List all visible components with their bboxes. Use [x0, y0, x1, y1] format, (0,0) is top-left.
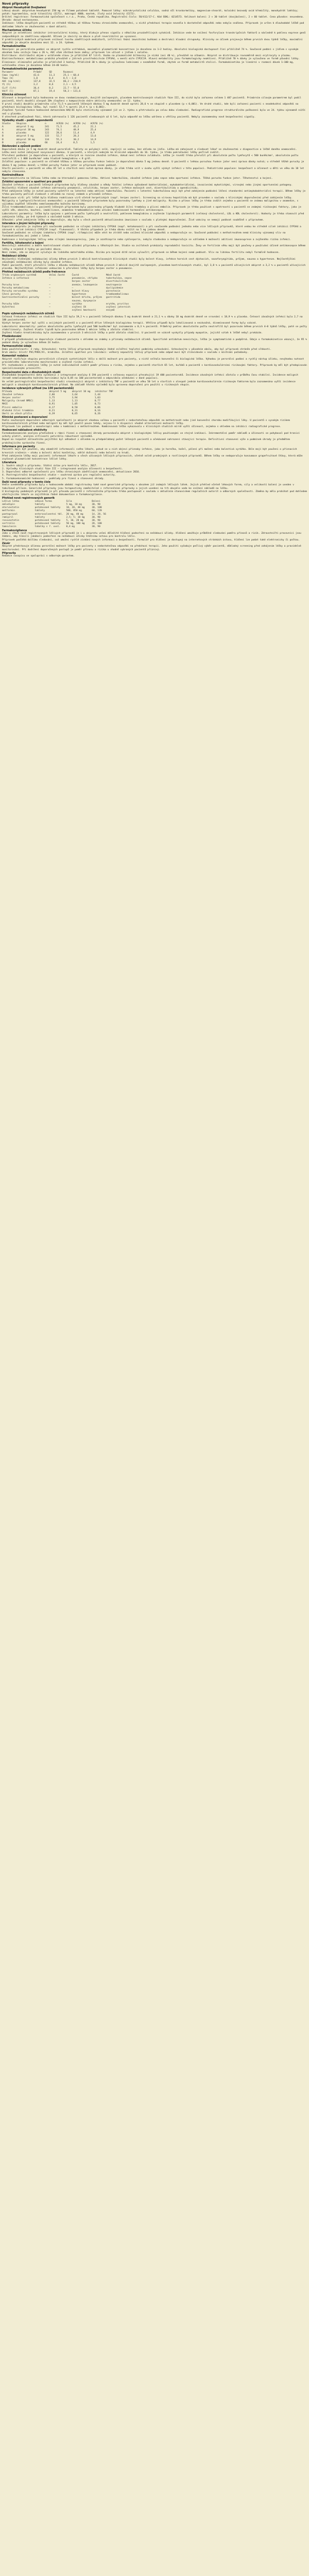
section-heading: Dávkování a způsob podání	[2, 145, 41, 148]
paragraph: Před zahájením léčby je nutné pacienty vyšetřit na latentní nebo aktivní tuberkulózu. Pacienti s latentní tuberkulózou mají být před zahájením podávání léčeni standardní antimykobakteriální terapií. Během léčby je třeba pacienty pečlivě sledovat s ohledem na rozvoj známek a příznaků infekce.	[2, 190, 307, 196]
table-row: nauzea, dyspepsie	[2, 299, 96, 302]
page-title: Nové přípravky	[2, 2, 29, 6]
table-row: Gastrointestinální poruchy – bolest břicha, průjem gastritida	[2, 296, 121, 299]
table-row: Závažné infekce 2,86 3,64 2,44	[2, 393, 100, 396]
paragraph: Před zahájením léčby mají pacienti informovat lékaře o všech užívaných léčivých přípravcích, včetně volně prodejných a rostlinných přípravků. Během léčby se nedoporučuje konzumace grapefruitové šťávy, která může zvyšovat plazmatické koncentrace léčivé látky.	[2, 454, 304, 461]
section	[2, 242, 307, 255]
section-heading: Výsledky studií – podíl respondentů	[2, 119, 53, 123]
section-heading: Hodnocení nákladové efektivity	[2, 429, 47, 432]
table-row: pantoprazol enterosolventní tbl. 20 mg, 40 mg 14, 28, 56	[2, 513, 106, 516]
paragraph: U biologicky podobných přípravků je při převodu pacientů z referenčního přípravku třeba postupovat v souladu s aktuálním stanoviskem regulačních autorit a odborných společností. Záměna by měla probíhat pod dohledem ošetřujícího lékaře se zajištěním řádné dokumentace a farmakovigilance.	[2, 490, 308, 497]
table-row: Poruchy metabolismu – – dyslipidemie	[2, 286, 124, 290]
paragraph: Farmakoekonomická analýza předložená v rámci řízení o stanovení úhrady porovnávala abiprot s biologickými léčivy používanými ve stejné indikaci. Inkrementální poměr nákladů a účinnosti se pohyboval pod hranicí ochoty platit, analýza citlivosti potvrdila robustnost výsledků.	[2, 432, 301, 438]
section	[2, 354, 307, 370]
section-heading: Interakce s jinými léčivými přípravky	[2, 222, 55, 226]
paragraph: Přerušení podávání je doporučeno u pacientů, u kterých se rozvine závažná infekce, dokud není infekce zvládnuta. Léčbu je rovněž třeba přerušit při absolutním počtu lymfocytů < 500 buněk/mm³, absolutním počtu neutrofilů < 1 000 buněk/mm³ nebo hladině hemoglobinu < 8 g/dl.	[2, 155, 300, 161]
paragraph: Při rozhodování o zahájení léčby je nutné individuálně zvážit poměr přínosu a rizika, zejména u pacientů starších 65 let, kuřáků a pacientů s kardiovaskulárními rizikovými faktory. Přípravek by měl být předepisován specializovanými pracovišti.	[2, 364, 308, 370]
paragraph: Účinnost a bezpečnost byla hodnocena ve dvou randomizovaných, dvojitě zaslepených, placebem kontrolovaných studiích fáze III, do nichž bylo zařazeno celkem 1 487 pacientů. Primárním cílovým parametrem byl podíl pacientů, kteří dosáhli alespoň 20% zlepšení v kompozitním skóre aktivity onemocnění ve 12. týdnu.	[2, 96, 303, 103]
paragraph: Dlouhodobá bezpečnostní data vycházejí z integrované analýzy 6 194 pacientů s celkovou expozicí přesahující 19 400 pacientoroků. Incidence závažných infekcí zůstala v průběhu času stabilní. Incidence malignit (kromě nemelanomového kožního karcinomu) byla 0,85 na 100 pacientoroků a odpovídala očekávání v dané populaci.	[2, 374, 300, 380]
paragraph: Nejčastěji hlášenými nežádoucími účinky během prvních 3 měsíců kontrolovaných klinických studií byly bolest hlavy, infekce horních cest dýchacích, nazofaryngitida, průjem, nauzea a hypertenze. Nejčastějšími závažnými nežádoucími účinky byly závažné infekce.	[2, 258, 297, 264]
paragraph: Doba použitelnosti: 3 roky. Uchovávání: tento léčivý přípravek nevyžaduje žádné zvláštní teplotní podmínky uchovávání. Uchovávejte v původním obalu, aby byl přípravek chráněn před vlhkostí.	[2, 348, 271, 351]
paragraph: Zlepšení fyzické funkce hodnocené dotazníkem HAQ-DI bylo statisticky významné již ve 2. týdnu a přetrvávalo po celou dobu sledování. Radiografická progrese strukturálního poškození byla ve 24. týdnu významně nižší než u placeba.	[2, 109, 307, 115]
section-heading: Mechanismus účinku	[2, 28, 32, 32]
paragraph: Absorpce: po perorálním podání se abiprot rychle vstřebává, maximální plazmatické koncentrace je dosaženo za 1–2 hodiny. Absolutní biologická dostupnost činí přibližně 74 %. Současné podání s jídlem s vysokým obsahem tuku snižuje Cmax o 26 %, AUC však zůstává beze změny; přípravek lze užívat s jídlem i nalačno.	[2, 48, 300, 55]
section-heading: Farmakokinetické parametry	[2, 67, 43, 71]
table-header-row: Příhoda abiprot 5 mg abiprot 10 mg inhibitor TNF	[2, 390, 113, 393]
paragraph: Abiprot představuje účinnou perorální možnost léčby pro pacienty s nedostatečnou odpovědí na předchozí terapii. Jeho použití vyžaduje pečlivý výběr pacientů, důkladný screening před zahájením léčby a pravidelné monitorování. Při dodržení doporučených postupů je poměr přínosu a rizika u vhodně vybraných pacientů příznivý.	[2, 545, 303, 551]
section	[2, 335, 307, 345]
table-row: Hluboká žilní trombóza 0,21 0,31 0,16	[2, 409, 100, 412]
section	[2, 222, 307, 242]
section	[2, 255, 307, 270]
section	[2, 312, 307, 335]
paragraph: V otevřené prodloužené fázi, která zahrnovala 1 126 pacientů sledovaných až 6 let, byla odpověď na léčbu udržena u většiny pacientů. Nebyly zaznamenány nové bezpečnostní signály.	[2, 115, 256, 118]
paragraph: Eliminace: eliminační poločas je přibližně 3 hodiny. Přibližně 30 % dávky je vyloučeno ledvinami v nezměněné formě, zbytek ve formě metabolitů stolicí. Farmakokinetika je lineární v rozmezí dávek 1–100 mg, ustáleného stavu je dosaženo během 24–48 hodin.	[2, 61, 296, 67]
table-row: Malignity (kromě NMSC) 1,13 1,13 0,77	[2, 400, 100, 403]
paragraph: Léčbu není nutné zahajovat nasycovací dávkou. U pacientů, u kterých nedojde ke klinické odpovědi do 16. týdnu, je třeba pokračování léčby pečlivě zvážit.	[2, 151, 220, 154]
section-heading: Bezpečnostní data z dlouhodobých studií	[2, 370, 61, 374]
section	[2, 45, 307, 67]
paragraph: Výskyt herpes zoster byl vyšší u asijských pacientů a u pacientů dříve léčených biologickou terapií. Většina případů byla lokalizovaná a nezávažná, diseminované formy byly vzácné.	[2, 322, 258, 325]
section	[2, 461, 307, 481]
section-heading: Kontraindikace	[2, 174, 24, 177]
document-page	[2, 2, 307, 2576]
paragraph: Kombinace s biologickými léčivy nebo silnými imunosupresivy, jako je azathioprin nebo cyklosporin, nebyla studována a nedoporučuje se vzhledem k možnosti aditivní imunosuprese a zvýšeného rizika infekcí.	[2, 238, 291, 241]
section	[2, 119, 307, 145]
section	[2, 481, 307, 497]
section-heading: Přehled nově registrovaných generik	[2, 497, 55, 500]
paragraph: Jako u všech nově registrovaných léčivých přípravků je i u abiprotu velmi důležité hlášení podezření na nežádoucí účinky. Hlášení umožňuje průběžné sledování poměru přínosů a rizik. Zdravotničtí pracovníci jsou žádáni, aby hlásili jakákoli podezření na nežádoucí účinky Státnímu ústavu pro kontrolu léčiv.	[2, 532, 303, 538]
section-heading: Farmaceutické údaje	[2, 345, 32, 348]
paragraph: 4. Postregistrační bezpečnostní studie – souhrnná zpráva pro regulační autority.	[2, 474, 116, 477]
section	[2, 416, 307, 429]
paragraph: V případě předávkování se doporučuje sledovat pacienta s ohledem na známky a příznaky nežádoucích účinků. Specifické antidotum neexistuje, léčba je symptomatická a podpůrná. Údaje o farmakokinetice ukazují, že 95 % podané dávky je vyloučeno během 24 hodin.	[2, 338, 308, 344]
paragraph: Závažné infekce: u pacientů léčených přípravkem byly hlášeny závažné a někdy fatální infekce způsobené bakteriálními, mykobakteriálními, invazivními mykotickými, virovými nebo jinými oportunními patogeny. Nejčastěji hlášené závažné infekce zahrnovaly pneumonii, celulitidu, herpes zoster, infekce močových cest, divertikulitidu a apendicitidu.	[2, 183, 294, 190]
table-row: Vd/F (l) 87,1 19,4 58,3 – 131,6	[2, 90, 81, 93]
table-row: rosuvastatin potahované tablety 5, 10, 20 mg 30, 90	[2, 519, 100, 522]
section-heading: Fertilita, těhotenství a kojení	[2, 241, 44, 245]
paragraph: V první studii dosáhlo primárního cíle 71,5 % pacientů léčených dávkou 5 mg dvakrát denně oproti 28,6 % ve skupině s placebem (p < 0,001). Ve druhé studii, kde byli zařazeni pacienti s neadekvátní odpovědí na předchozí biologickou léčbu, byl rozdíl 52,7 % oproti 24,4 % (p < 0,001).	[2, 103, 300, 109]
section	[2, 270, 307, 312]
paragraph: Lékový obsah: abiprotum hexahydrát 250 mg ve filmem potažené tabletě. Pomocné látky: mikrokrystalická celulóza, sodná sůl kroskarmelózy, magnesium-stearát, koloidní bezvodý oxid křemičitý, monohydrát laktózy; potah: hypromelóza, oxid titaničitý (E171), makrogol 4000, mastek, žlutý oxid železitý (E172).	[2, 9, 300, 15]
table-row: B abiprot 5 mg 133 52,7 28,3 13,6	[2, 135, 96, 138]
table-row: tamsulosin tobolky s ř. uvol. 0,4 mg 30, 90	[2, 526, 100, 529]
section	[2, 174, 307, 180]
section	[2, 445, 307, 461]
table-row: atorvastatin potahované tablety 10, 20, 40 mg 30, 100	[2, 506, 102, 510]
section-heading: Přehled nežádoucích účinků podle frekvence	[2, 270, 66, 274]
paragraph: Přípravek podléhá dalšímu sledování, což umožní rychlé získání nových informací o bezpečnosti. Formulář pro hlášení je dostupný na internetových stránkách ústavu, hlášení lze podat také elektronicky či poštou.	[2, 538, 300, 541]
section-heading: Farmakokinetika	[2, 45, 26, 48]
table-row: A abiprot 5 mg 241 71,5 45,2 22,1	[2, 125, 96, 128]
section	[2, 29, 307, 45]
section-heading: Incidence vybraných příhod (na 100 pacientoroků)	[2, 387, 74, 390]
table-header-row: Léčivá látka Léková forma Síla Balení	[2, 500, 100, 503]
table-row: Tmax (h) 1,0 0,4 0,5 – 2,0	[2, 77, 76, 80]
table-row: A abiprot 10 mg 243 74,1 48,9 25,4	[2, 129, 96, 132]
paragraph: Zvláštní populace: u pacientů se středně těžkou a těžkou poruchou funkce ledvin je doporučená dávka 5 mg jednou denně. U pacientů s lehkou poruchou funkce jater není úprava dávky nutná; u středně těžké poruchy je dávka 5 mg jednou denně; u těžké poruchy funkce jater se přípravek nesmí podávat.	[2, 161, 306, 167]
table-row: Poruchy nervového systému – bolest hlavy parestezie	[2, 290, 121, 293]
table-row: t½ (h) 3,2 0,6 2,1 – 4,5	[2, 83, 76, 87]
table-row: herpes zoster divertikulitida	[2, 280, 128, 283]
table-row: MACE 0,91 1,05 0,73	[2, 403, 100, 406]
table-row: Poruchy krve – anemie, leukopenie neutropenie	[2, 283, 122, 286]
table-row: B abiprot 10 mg 134 55,3 30,2 14,9	[2, 138, 96, 141]
paragraph: Doporučená dávka je 5 mg dvakrát denně perorálně. Tablety se polykají celé, zapíjejí se vodou, bez ohledu na jídlo. Léčbu má zahajovat a sledovat lékař se zkušenostmi v diagnostice a léčbě daného onemocnění.	[2, 148, 297, 151]
section	[2, 497, 307, 529]
table-header-row: Třída orgánových systémů Velmi časté Časté Méně časté	[2, 274, 121, 277]
table-row: ramipril tablety 2,5; 5; 10 mg 30, 90	[2, 516, 100, 519]
paragraph: Biotransformace: metabolismus probíhá převážně v játrech prostřednictvím CYP3A4, v menší míře CYP2C19. Hlavní metabolity jsou farmakologicky neaktivní. Přibližně 70 % dávky je vyloučeno ve formě původní látky.	[2, 58, 300, 61]
paragraph: Starší pacienti: u pacientů ve věku 65 let a starších není nutná úprava dávky, je však třeba vzít v úvahu vyšší výskyt infekcí v této populaci. Pediatrická populace: bezpečnost a účinnost u dětí ve věku do 18 let nebyla stanovena.	[2, 167, 306, 174]
section	[2, 542, 307, 552]
section	[2, 145, 307, 174]
section-heading: Informace pro pacienty	[2, 445, 36, 448]
section	[2, 180, 307, 222]
paragraph: Dopad na rozpočet zdravotního pojištění byl odhadnut s ohledem na předpokládaný počet léčených pacientů a očekávané nahrazení stávající terapie. Definitivní stanovení výše a podmínek úhrady je předmětem probíhajícího správního řízení.	[2, 438, 291, 445]
table-row: B placebo 66 24,4 8,5 1,5	[2, 141, 95, 144]
paragraph: Neexistují adekvátní a dobře kontrolované studie užívání přípravku u těhotných žen. Studie na zvířatech prokázaly reprodukční toxicitu. Ženy ve fertilním věku mají být poučeny o používání účinné antikoncepce během léčby a nejméně 4 týdny po poslední dávce.	[2, 245, 307, 251]
table-row: Plicní embolie 0,17 0,50 0,06	[2, 406, 100, 409]
paragraph: Očkování: před zahájením léčby se doporučuje, aby byla u všech pacientů aktualizována imunizace v souladu s platnými doporučeními. Živé vakcíny se nemají podávat souběžně s přípravkem.	[2, 218, 264, 222]
paragraph: 3. Doporučení odborné společnosti pro léčbu chronických zánětlivých onemocnění, aktualizace 2016.	[2, 471, 141, 474]
section-heading: Literatura	[2, 461, 16, 465]
section	[2, 67, 307, 93]
paragraph: Držitel registrace: Farmaceutická společnost s.r.o., Praha, Česká republika. Registrační číslo: 58/412/17-C. Kód SÚKL: 0214573. Velikost balení: 2 × 30 tablet (dvojbalení), 2 × 60 tablet. Cena původce: neuvedena. Úhrada: dosud nestanovena.	[2, 16, 306, 22]
paragraph: Indikace: léčba dospělých pacientů se středně těžkou až těžkou formou chronického onemocnění, u nichž předchozí terapie nevedla k dostatečné odpovědi nebo nebyla snášena. Přípravek je určen k dlouhodobé léčbě pod dohledem lékaře se zkušenostmi v dané oblasti.	[2, 22, 306, 28]
table-row: amlodipin tablety 5 mg, 10 mg 30, 90	[2, 503, 100, 506]
paragraph: Přípravek lze podávat v monoterapii nebo v kombinaci s methotrexátem. Kombinovaná léčba vykazovala v klinických studiích mírně vyšší účinnost, zejména s ohledem na inhibici radiografické progrese.	[2, 426, 282, 429]
section-heading: Komentář redakce	[2, 354, 28, 358]
paragraph: Laboratorní abnormality: pokles absolutního počtu lymfocytů pod 500 buněk/mm³ byl zaznamenán u 0,3 % pacientů. Průměrný pokles absolutního počtu neutrofilů byl pozorován během prvních 4–8 týdnů léčby, poté se počty stabilizovaly. Zvýšení hladin lipidů bylo pozorováno během 1 měsíce léčby a zůstalo stabilní.	[2, 325, 308, 331]
paragraph: Hypersenzitivita na léčivou látku nebo na kteroukoli pomocnou látku. Aktivní tuberkulóza, závažné infekce jako sepse nebo oportunní infekce. Těžká porucha funkce jater. Těhotenství a kojení.	[2, 177, 273, 180]
paragraph: Abiprot je selektivní inhibitor intracelulární kinázy, který blokuje přenos signálu z několika prozánětlivých cytokinů. Inhibice vede ke snížení fosforylace transkripčních faktorů a následně k poklesu exprese genů zodpovědných za zánětlivou odpověď. Účinek je závislý na dávce a plně reverzibilní po vysazení.	[2, 32, 307, 38]
table-row: Úmrtí ze všech příčin 0,39 0,65 0,26	[2, 413, 100, 416]
paragraph: Není známo, zda se abiprot vylučuje do lidského mateřského mléka. Riziko pro kojené dítě nelze vyloučit; přípravek se během kojení nemá podávat. Vliv na lidskou fertilitu nebyl formálně hodnocen.	[2, 251, 280, 254]
paragraph: Laboratorní parametry: léčba byla spojena s poklesem počtu lymfocytů a neutrofilů, poklesem hemoglobinu a zvýšením lipidových parametrů (celkový cholesterol, LDL a HDL cholesterol). Hodnoty je třeba stanovit před zahájením léčby, po 4–8 týdnech a následně každé 3 měsíce.	[2, 212, 306, 218]
section	[2, 529, 307, 542]
table-header-row: Studie Skupina n ACR20 (%) ACR50 (%) ACR70 (%)	[2, 122, 104, 125]
paragraph: Abiprot rozšiřuje skupinu perorálních cílených syntetických léčiv o další možnost pro pacienty, u nichž selhala konvenční či biologická léčba. Výhodou je perorální podání a rychlý nástup účinku, nevýhodou nutnost pravidelného laboratorního monitorování a zvýšené riziko infekcí.	[2, 358, 306, 364]
table-header-row: Parametr Průměr SD Rozmezí	[2, 71, 74, 74]
paragraph: Žilní tromboembolismus: u pacientů léčených přípravkem byly pozorovány případy hluboké žilní trombózy a plicní embolie. Přípravek je třeba používat s opatrností u pacientů se známými rizikovými faktory, jako je vyšší věk, obezita, kouření, imobilizace, anamnéza tromboembolie nebo užívání kombinované hormonální antikoncepce.	[2, 206, 303, 212]
table-row: CL/F (l/h) 36,4 8,2 22,7 – 55,0	[2, 87, 79, 90]
paragraph: V preklinických modelech přípravek snižoval tvorbu zánětlivých mediátorů, infiltraci tkání imunitními buňkami a destrukci kloubní chrupavky. Klinicky se účinek projevuje během prvních dvou týdnů léčby, maximální odpovědi je obvykle dosaženo mezi 12. a 24. týdnem.	[2, 38, 304, 45]
table-row: metformin tablety 500, 850 mg 60, 120	[2, 510, 102, 513]
paragraph: Reaktivace virů: při léčbě byla hlášena reaktivace virů včetně herpetických (např. herpes zoster). Screening na virovou hepatitidu má být proveden v souladu s klinickými doporučeními před zahájením léčby.	[2, 196, 293, 199]
table-row: Cévní poruchy – hypertenze tromboembolismus	[2, 293, 129, 296]
paragraph: Podíl pacientů, kteří přerušili léčbu z důvodu nežádoucích účinků během prvních 3 měsíců dvojitě zaslepených, placebem kontrolovaných studií, byl 3,8 % u pacientů užívajících abiprot a 3,2 % u pacientů užívajících placebo. Nejčastějšími infekcemi vedoucími k přerušení léčby byly herpes zoster a pneumonie.	[2, 264, 307, 270]
paragraph: Celková frekvence infekcí ve studiích fáze III byla 19,2 % u pacientů léčených dávkou 5 mg dvakrát denně a 21,1 % u dávky 10 mg dvakrát denně ve srovnání s 18,9 % u placeba. Četnost závažných infekcí byla 2,7 na 100 pacientoroků.	[2, 315, 304, 322]
section-heading: Farmakovigilance	[2, 529, 27, 532]
section-heading: Nežádoucí účinky	[2, 254, 27, 258]
section-heading: Závěr	[2, 541, 10, 545]
paragraph: 1. Souhrn údajů o přípravku. Státní ústav pro kontrolu léčiv, 2017.	[2, 464, 98, 467]
paragraph: Distribuce: distribuční objem v ustáleném stavu je přibližně 87 litrů. Vazba na plazmatické bílkoviny je nízká (asi 40 %), převážně na albumin. Abiprot se distribuuje rovnoměrně mezi erytrocyty a plazmu.	[2, 55, 291, 58]
section-heading: Předávkování	[2, 335, 22, 338]
paragraph: Redakce časopisu ve spolupráci s odborným garantem.	[2, 555, 75, 558]
paragraph: Podle současných doporučení odborných společností je abiprot vhodnou volbou u pacientů s nedostatečnou odpovědí na methotrexát nebo jiné konvenční chorobu modifikující léky. U pacientů s vysokým rizikem kardiovaskulárních příhod nebo malignit by měl být použit pouze tehdy, nejsou-li k dispozici vhodné alternativní možnosti léčby.	[2, 419, 291, 426]
document-body	[2, 6, 307, 558]
paragraph: Vedle uvedeného přípravku byly v hodnoceném období registrovány také nové generické přípravky s obsahem již známých léčivých látek. Jejich přehled včetně lékových forem, síly a velikostí balení je uveden v tabulkové příloze. Generické přípravky jsou terapeuticky zaměnitelné s referenčními přípravky a jejich uvedení na trh obvykle vede ke snížení nákladů na léčbu.	[2, 484, 296, 490]
paragraph: 2. Výsledky klinických studií fáze III – integrovaná analýza účinnosti a bezpečnosti.	[2, 468, 124, 471]
paragraph: Druh obalu: blistr PVC/PVDC/Al, krabička. Zvláštní opatření pro likvidaci: veškerý nepoužitý léčivý přípravek nebo odpad musí být zlikvidován v souladu s místními požadavky.	[2, 351, 249, 354]
section	[2, 387, 307, 416]
section	[2, 429, 307, 445]
section-heading: Zvláštní upozornění a opatření pro použití	[2, 180, 62, 184]
paragraph: Pacienti mají být poučeni, aby okamžitě informovali svého lékaře, pokud se u nich objeví příznaky infekce, jako je horečka, kašel, pálení při močení nebo bolestivá vyrážka. Dále mají být poučeni o příznacích krevních sraženin – otoku a bolesti dolní končetiny, náhlé dušnosti nebo bolesti na hrudi.	[2, 448, 299, 454]
table-row: zvýšení hmotnosti enzymů	[2, 309, 115, 312]
table-row: Infekce a infestace – pneumonie, chřipka tuberkulóza, sepse	[2, 277, 132, 280]
paragraph: Expozice abiprotu je zvýšena při současném podávání se silnými inhibitory CYP3A4 (např. ketokonazol) a při současném podávání jednoho nebo více léčivých přípravků, které vedou ke středně silné inhibici CYP3A4 a zároveň k silné inhibici CYP2C19 (např. flukonazol). V těchto případech je třeba dávku snížit na 5 mg jednou denně.	[2, 225, 303, 231]
table-row: sertralin potahované tablety 50 mg, 100 mg 28, 100	[2, 522, 102, 526]
table-row: Cmax (ng/ml) 42,6 11,3 25,1 – 68,4	[2, 74, 79, 77]
paragraph: Současné podávání se silnými induktory CYP3A4 (např. rifampicin) může vést ke ztrátě nebo snížení klinické odpovědi a nedoporučuje se. Současné podávání s methotrexátem nemá klinicky významný vliv na farmakokinetiku ani jedné z látek.	[2, 232, 287, 238]
paragraph: Ve velké postregistrační bezpečnostní studii srovnávající abiprot s inhibitory TNF u pacientů ve věku 50 let a starších s alespoň jedním kardiovaskulárním rizikovým faktorem byla zaznamenána vyšší incidence malignit a závažných kardiovaskulárních příhod. Na základě těchto výsledků byla upravena doporučení pro použití u rizikových skupin.	[2, 380, 297, 386]
paragraph: Malignity a lymfoproliferativní onemocnění: u pacientů léčených přípravkem byly pozorovány lymfomy a jiné malignity. Riziko a přínos léčby je třeba zvážit zejména u pacientů se známou malignitou v anamnéze, s výjimkou úspěšně léčeného nemelanomového kožního karcinomu.	[2, 199, 300, 206]
paragraph: Zvýšení hladin kreatinkinázy bylo zaznamenáno v prvních 3 měsících léčby a poté zůstalo stabilní. U pacientů se vzácně vyskytly případy myopatie, jejichž vztah k léčbě nebyl prokázán.	[2, 331, 263, 334]
section-heading: Popis vybraných nežádoucích účinků	[2, 312, 55, 316]
section	[2, 552, 307, 558]
section-heading: Abiprot Hexahydrát Dvojbalení	[2, 6, 46, 9]
section	[2, 6, 307, 29]
table-row: A placebo 122 28,6 11,4 4,9	[2, 132, 95, 135]
paragraph: 5. Farmakoekonomické hodnocení – podklady pro řízení o stanovení úhrady.	[2, 477, 105, 480]
section-heading: Připravila	[2, 551, 16, 555]
section	[2, 371, 307, 387]
section	[2, 93, 307, 119]
table-row: Poruchy kůže – vyrážka erytém, pruritus	[2, 302, 129, 306]
table-row: Vyšetření – zvýšení CK zvýšení jaterních	[2, 306, 130, 309]
section-heading: Klinická účinnost	[2, 93, 27, 97]
section	[2, 345, 307, 354]
table-row: Herpes zoster 3,75 3,94 1,03	[2, 397, 100, 399]
section-heading: Klinické postavení a doporučení	[2, 416, 48, 419]
section-heading: Další nové přípravky v tomto čísle	[2, 480, 51, 484]
table-row: AUC (ng·h/ml) 137,8 32,5 86,2 – 210,9	[2, 80, 81, 83]
